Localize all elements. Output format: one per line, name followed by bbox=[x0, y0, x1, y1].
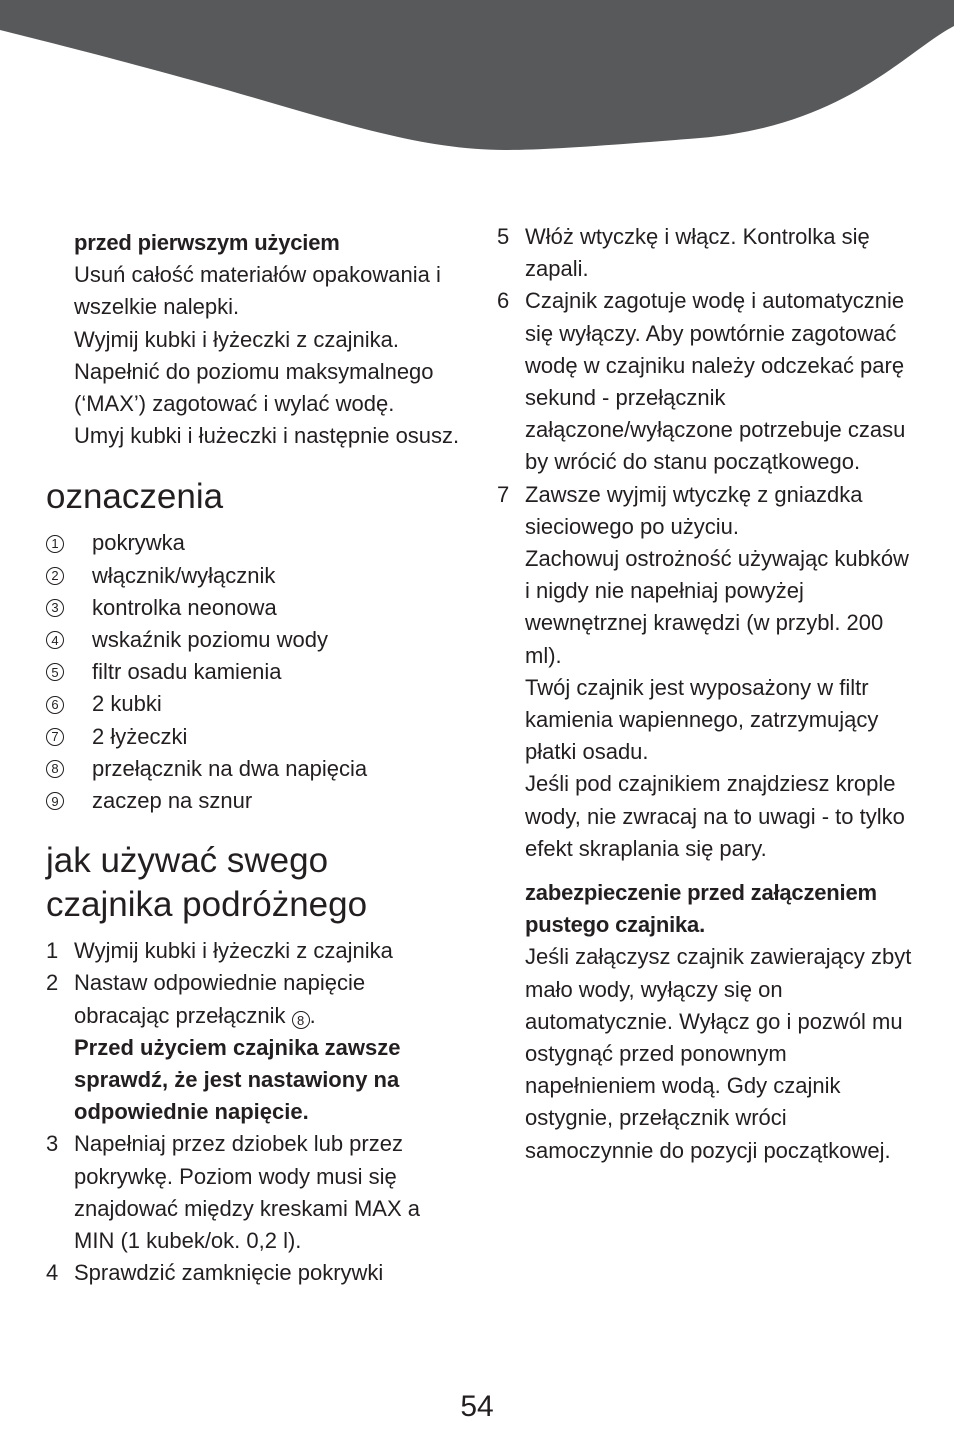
circled-number: 9 bbox=[46, 792, 64, 810]
step-text: Włóż wtyczkę i włącz. Kontrolka się zapali. bbox=[525, 224, 870, 282]
marking-label: filtr osadu kamienia bbox=[92, 659, 282, 685]
dry-protection-section bbox=[497, 877, 917, 1167]
list-item bbox=[46, 560, 466, 592]
marking-label: zaczep na sznur bbox=[92, 788, 253, 814]
step-item bbox=[46, 1257, 466, 1289]
step-number: 2 bbox=[46, 970, 59, 996]
step-body bbox=[74, 967, 466, 1128]
step-item bbox=[46, 935, 466, 967]
step-item bbox=[46, 1128, 466, 1257]
first-use-paragraph: Umyj kubki i łużeczki i następnie osusz. bbox=[74, 423, 460, 449]
circled-number: 5 bbox=[46, 663, 64, 681]
circled-number: 8 bbox=[46, 760, 64, 778]
step-number: 7 bbox=[497, 481, 510, 507]
step-body bbox=[525, 479, 917, 865]
circled-number: 1 bbox=[46, 535, 64, 553]
step-number: 3 bbox=[46, 1131, 59, 1157]
marking-label: kontrolka neonowa bbox=[92, 594, 277, 620]
step-text: Wyjmij kubki i łyżeczki z czajnika bbox=[74, 938, 393, 964]
marking-label: 2 łyżeczki bbox=[92, 723, 188, 749]
circled-number-ref: 8 bbox=[292, 1011, 310, 1029]
howto-steps-left bbox=[46, 935, 466, 1289]
list-item bbox=[46, 624, 466, 656]
step-number: 6 bbox=[497, 288, 510, 314]
step-text: Czajnik zagotuje wodę i automatycznie się wyłączy. Aby powtórnie zagotować wodę w czajniku należy odczekać parę sekund - przełącznik załączone/wyłączone potrzebuje czasu by wrócić do stanu początkowego. bbox=[525, 288, 906, 475]
dry-protection-title: zabezpieczenie przed załączeniem pustego czajnika. bbox=[525, 880, 877, 938]
page-number: 54 bbox=[460, 1390, 494, 1423]
markings-list bbox=[46, 527, 466, 817]
circled-number: 4 bbox=[46, 631, 64, 649]
marking-label: włącznik/wyłącznik bbox=[92, 562, 276, 588]
left-column bbox=[46, 227, 466, 1289]
howto-heading-line: jak używać swego bbox=[46, 841, 329, 881]
step-note: Twój czajnik jest wyposażony w filtr kamienia wapiennego, zatrzymujący płatki osadu. bbox=[525, 674, 879, 765]
step-number: 4 bbox=[46, 1260, 59, 1286]
markings-heading: oznaczenia bbox=[46, 477, 224, 517]
step-warning: Przed użyciem czajnika zawsze sprawdź, że jest nastawiony na odpowiednie napięcie. bbox=[74, 1034, 401, 1125]
list-item bbox=[46, 721, 466, 753]
step-note: Zachowuj ostrożność używając kubków i nigdy nie napełniaj powyżej wewnętrznej krawędzi (w przybl. 200 ml). bbox=[525, 546, 909, 668]
step-text: Zawsze wyjmij wtyczkę z gniazdka sieciowego po użyciu. bbox=[525, 481, 863, 539]
list-item bbox=[46, 688, 466, 720]
marking-label: pokrywka bbox=[92, 530, 185, 556]
step-text: Napełniaj przez dziobek lub przez pokrywkę. Poziom wody musi się znajdować między kreskami MAX a MIN (1 kubek/ok. 0,2 l). bbox=[74, 1131, 421, 1254]
step-item bbox=[497, 221, 917, 285]
howto-heading bbox=[46, 839, 466, 927]
dry-protection-text: Jeśli załączysz czajnik zawierający zbyt mało wody, wyłączy się on automatycznie. Wyłącz go i pozwól mu ostygnąć przed ponownym napełnieniem wodą. Gdy czajnik ostygnie, przełącznik wróci samoczynnie do pozycji początkowej. bbox=[525, 944, 912, 1163]
list-item bbox=[46, 527, 466, 559]
first-use-paragraph: Wyjmij kubki i łyżeczki z czajnika. bbox=[74, 326, 399, 352]
circled-number: 3 bbox=[46, 599, 64, 617]
step-item bbox=[46, 967, 466, 1128]
circled-number: 6 bbox=[46, 696, 64, 714]
first-use-paragraph: Napełnić do poziomu maksymalnego (‘MAX’) zagotować i wylać wodę. bbox=[74, 358, 434, 417]
right-column bbox=[497, 221, 917, 1167]
step-text: Sprawdzić zamknięcie pokrywki bbox=[74, 1260, 384, 1286]
header-wave-decoration bbox=[0, 0, 954, 160]
first-use-title: przed pierwszym użyciem bbox=[74, 230, 340, 255]
marking-label: 2 kubki bbox=[92, 691, 162, 717]
step-item bbox=[497, 285, 917, 478]
circled-number: 2 bbox=[46, 567, 64, 585]
first-use-paragraph: Usuń całość materiałów opakowania i wszelkie nalepki. bbox=[74, 262, 441, 320]
list-item bbox=[46, 753, 466, 785]
marking-label: przełącznik na dwa napięcia bbox=[92, 755, 368, 781]
howto-heading-line: czajnika podróżnego bbox=[46, 885, 368, 925]
step-item bbox=[497, 479, 917, 865]
list-item bbox=[46, 592, 466, 624]
first-use-section bbox=[46, 227, 466, 452]
step-note: Jeśli pod czajnikiem znajdziesz krople wody, nie zwracaj na to uwagi - to tylko efekt skraplania się pary. bbox=[525, 771, 905, 861]
marking-label: wskaźnik poziomu wody bbox=[92, 627, 328, 653]
step-number: 5 bbox=[497, 224, 510, 249]
list-item bbox=[46, 656, 466, 688]
step-number: 1 bbox=[46, 938, 59, 964]
howto-steps-right bbox=[497, 221, 917, 865]
step-text: Nastaw odpowiednie napięcie obracając przełącznik bbox=[74, 970, 366, 1028]
circled-number: 7 bbox=[46, 728, 64, 746]
step-text-end: . bbox=[309, 1002, 316, 1028]
list-item bbox=[46, 785, 466, 817]
